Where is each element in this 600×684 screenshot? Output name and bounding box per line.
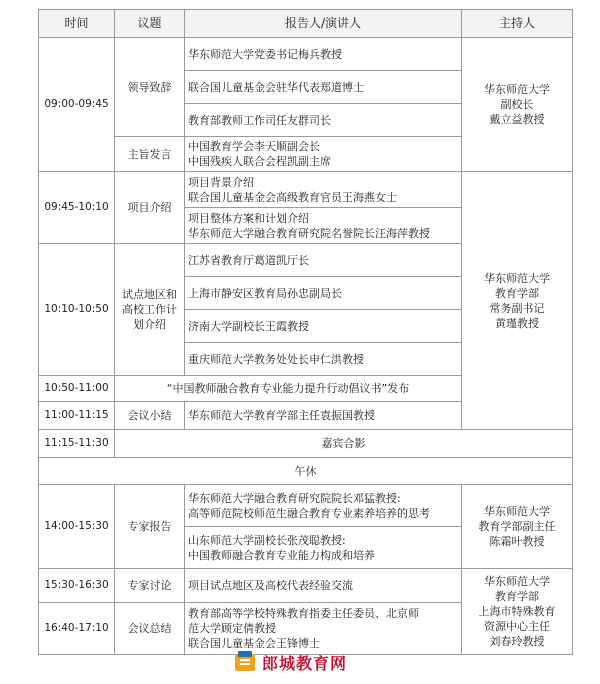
speaker-cell: 华东师范大学党委书记梅兵教授 [185, 38, 462, 71]
speaker-cell: 项目试点地区及高校代表经验交流 [185, 569, 462, 603]
speaker-cell: 华东师范大学融合教育研究院院长邓猛教授: 高等师范院校师范生融合教育专业素养培养的思考 [185, 485, 462, 527]
speaker-cell: 上海市静安区教育局孙忠副局长 [185, 277, 462, 310]
topic-cell: 项目介绍 [115, 172, 185, 244]
speaker-cell: 济南大学副校长王霞教授 [185, 310, 462, 343]
table-row [39, 485, 573, 527]
watermark-text: 郎城教育网 [262, 654, 348, 673]
table-row [39, 458, 573, 485]
time-cell: 11:15-11:30 [39, 430, 115, 458]
host-cell: 华东师范大学 教育学部副主任 陈霜叶教授 [462, 485, 573, 569]
topic-cell: 专家报告 [115, 485, 185, 569]
speaker-cell: 山东师范大学副校长张茂聪教授: 中国教师融合教育专业能力构成和培养 [185, 527, 462, 569]
topic-cell: 专家讨论 [115, 569, 185, 603]
time-cell: 16:40-17:10 [39, 603, 115, 655]
time-cell: 15:30-16:30 [39, 569, 115, 603]
table-row [39, 569, 573, 603]
topic-cell: 领导致辞 [115, 38, 185, 137]
speaker-cell: 江苏省教育厅葛道凯厅长 [185, 244, 462, 277]
speaker-cell: 中国教育学会李天顺副会长 中国残疾人联合会程凯副主席 [185, 137, 462, 172]
site-watermark [232, 646, 362, 678]
topic-cell: 会议总结 [115, 603, 185, 655]
host-cell: 华东师范大学 副校长 戴立益教授 [462, 38, 573, 172]
speaker-cell: 项目整体方案和计划介绍 华东师范大学融合教育研究院名誉院长汪海萍教授 [185, 208, 462, 244]
time-cell: 10:10-10:50 [39, 244, 115, 376]
time-cell: 10:50-11:00 [39, 376, 115, 402]
declaration-cell: “中国教师融合教育专业能力提升行动倡议书”发布 [115, 376, 462, 402]
topic-cell: 试点地区和 高校工作计 划介绍 [115, 244, 185, 376]
header-row [39, 10, 573, 38]
watermark-logo-icon [232, 648, 258, 674]
speaker-cell: 联合国儿童基金会驻华代表郑道博士 [185, 71, 462, 104]
topic-cell: 会议小结 [115, 402, 185, 430]
schedule-table [38, 9, 573, 655]
time-cell: 09:00-09:45 [39, 38, 115, 172]
header-topic: 议题 [115, 10, 185, 38]
topic-cell: 主旨发言 [115, 137, 185, 172]
header-time: 时间 [39, 10, 115, 38]
time-cell: 11:00-11:15 [39, 402, 115, 430]
table-row [39, 430, 573, 458]
host-cell: 华东师范大学 教育学部 上海市特殊教育 资源中心主任 刘春玲教授 [462, 569, 573, 655]
time-cell: 14:00-15:30 [39, 485, 115, 569]
lunch-break-cell: 午休 [39, 458, 573, 485]
speaker-cell: 教育部教师工作司任友群司长 [185, 104, 462, 137]
table-row [39, 172, 573, 208]
header-host: 主持人 [462, 10, 573, 38]
speaker-cell: 重庆师范大学教务处处长申仁洪教授 [185, 343, 462, 376]
host-cell: 华东师范大学 教育学部 常务副书记 黄瑾教授 [462, 172, 573, 430]
speaker-cell: 华东师范大学教育学部主任袁振国教授 [185, 402, 462, 430]
time-cell: 09:45-10:10 [39, 172, 115, 244]
speaker-cell: 项目背景介绍 联合国儿童基金会高级教育官员王海燕女士 [185, 172, 462, 208]
speaker-cell: 教育部高等学校特殊教育指委主任委员、北京师 范大学顾定倩教授 联合国儿童基金会王锋博士 [185, 603, 462, 655]
group-photo-cell: 嘉宾合影 [115, 430, 573, 458]
header-speaker: 报告人/演讲人 [185, 10, 462, 38]
table-row [39, 38, 573, 71]
